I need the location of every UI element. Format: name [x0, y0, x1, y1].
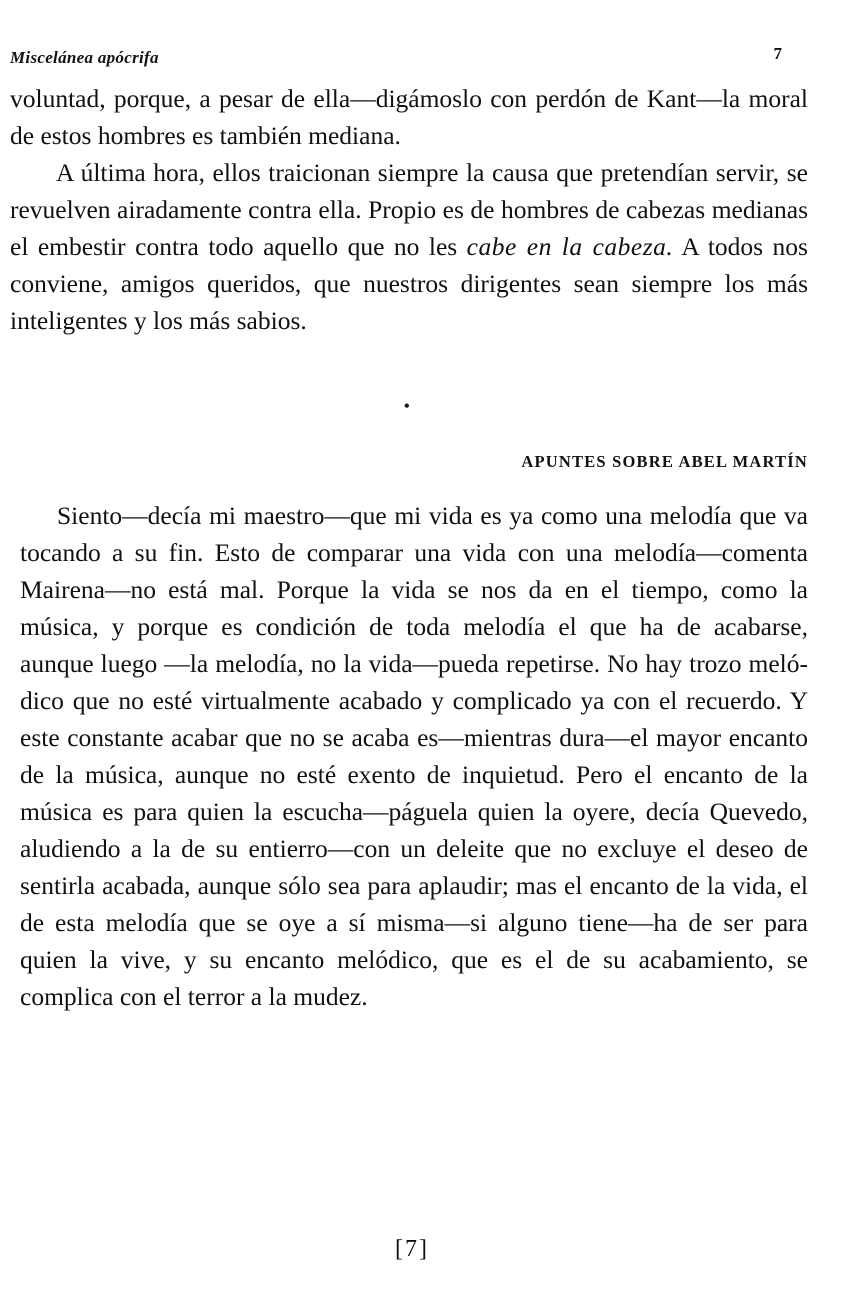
header-page-number: 7	[773, 44, 782, 63]
footer-folio: [7]	[395, 1236, 429, 1262]
paragraph-3: Siento—decía mi maestro—que mi vida es ya como una melodía que va tocando a su fin. Esto de comparar una vida con una melodía—comenta Mairena—no está mal. Porque la vida se nos da en el tiempo, como la música, y porque es condición de toda melodía el que ha de acabarse, aunque luego —la melodía, no la vida—pueda repetirse. No hay trozo melódico que no esté virtualmente acabado y complicado ya con el recuerdo. Y este constante acabar que no se acaba es—mientras dura—el mayor encanto de la música, aunque no esté exento de inquietud. Pero el encanto de la música es para quien la escucha—páguela quien la oyere, decía Quevedo, aludiendo a la de su entierro—con un deleite que no excluye el deseo de sentirla acabada, aunque sólo sea para aplaudir; mas el encanto de la vida, el de esta melodía que se oye a sí misma—si alguno tiene—ha de ser para quien la vive, y su encanto melódico, que es el de su acabamiento, se complica con el terror a la mudez.	[20, 501, 808, 1011]
running-title: Miscelánea apócrifa	[10, 48, 159, 67]
paragraph-2-text-end: A todos nos conviene, amigos queridos, que nuestros dirigentes sean siempre los más inteligentes y los más sabios.	[10, 232, 808, 335]
paragraph-1: voluntad, porque, a pesar de ella—digámoslo con perdón de Kant—la moral de estos hombres es también mediana.	[10, 84, 808, 150]
paragraph-2-text-start: A última hora, ellos traicionan siempre la causa que pretendían servir, se revuelven airadamente contra ella. Propio es de hombres de cabezas medianas el embestir contra todo aquello que no les	[10, 158, 808, 261]
paragraph-2	[10, 154, 808, 339]
section-ornament: •	[404, 398, 410, 415]
paragraph-2-italic-phrase: cabe en la cabeza.	[466, 232, 674, 261]
section-heading: APUNTES SOBRE ABEL MARTÍN	[521, 452, 808, 471]
running-head	[10, 44, 782, 74]
